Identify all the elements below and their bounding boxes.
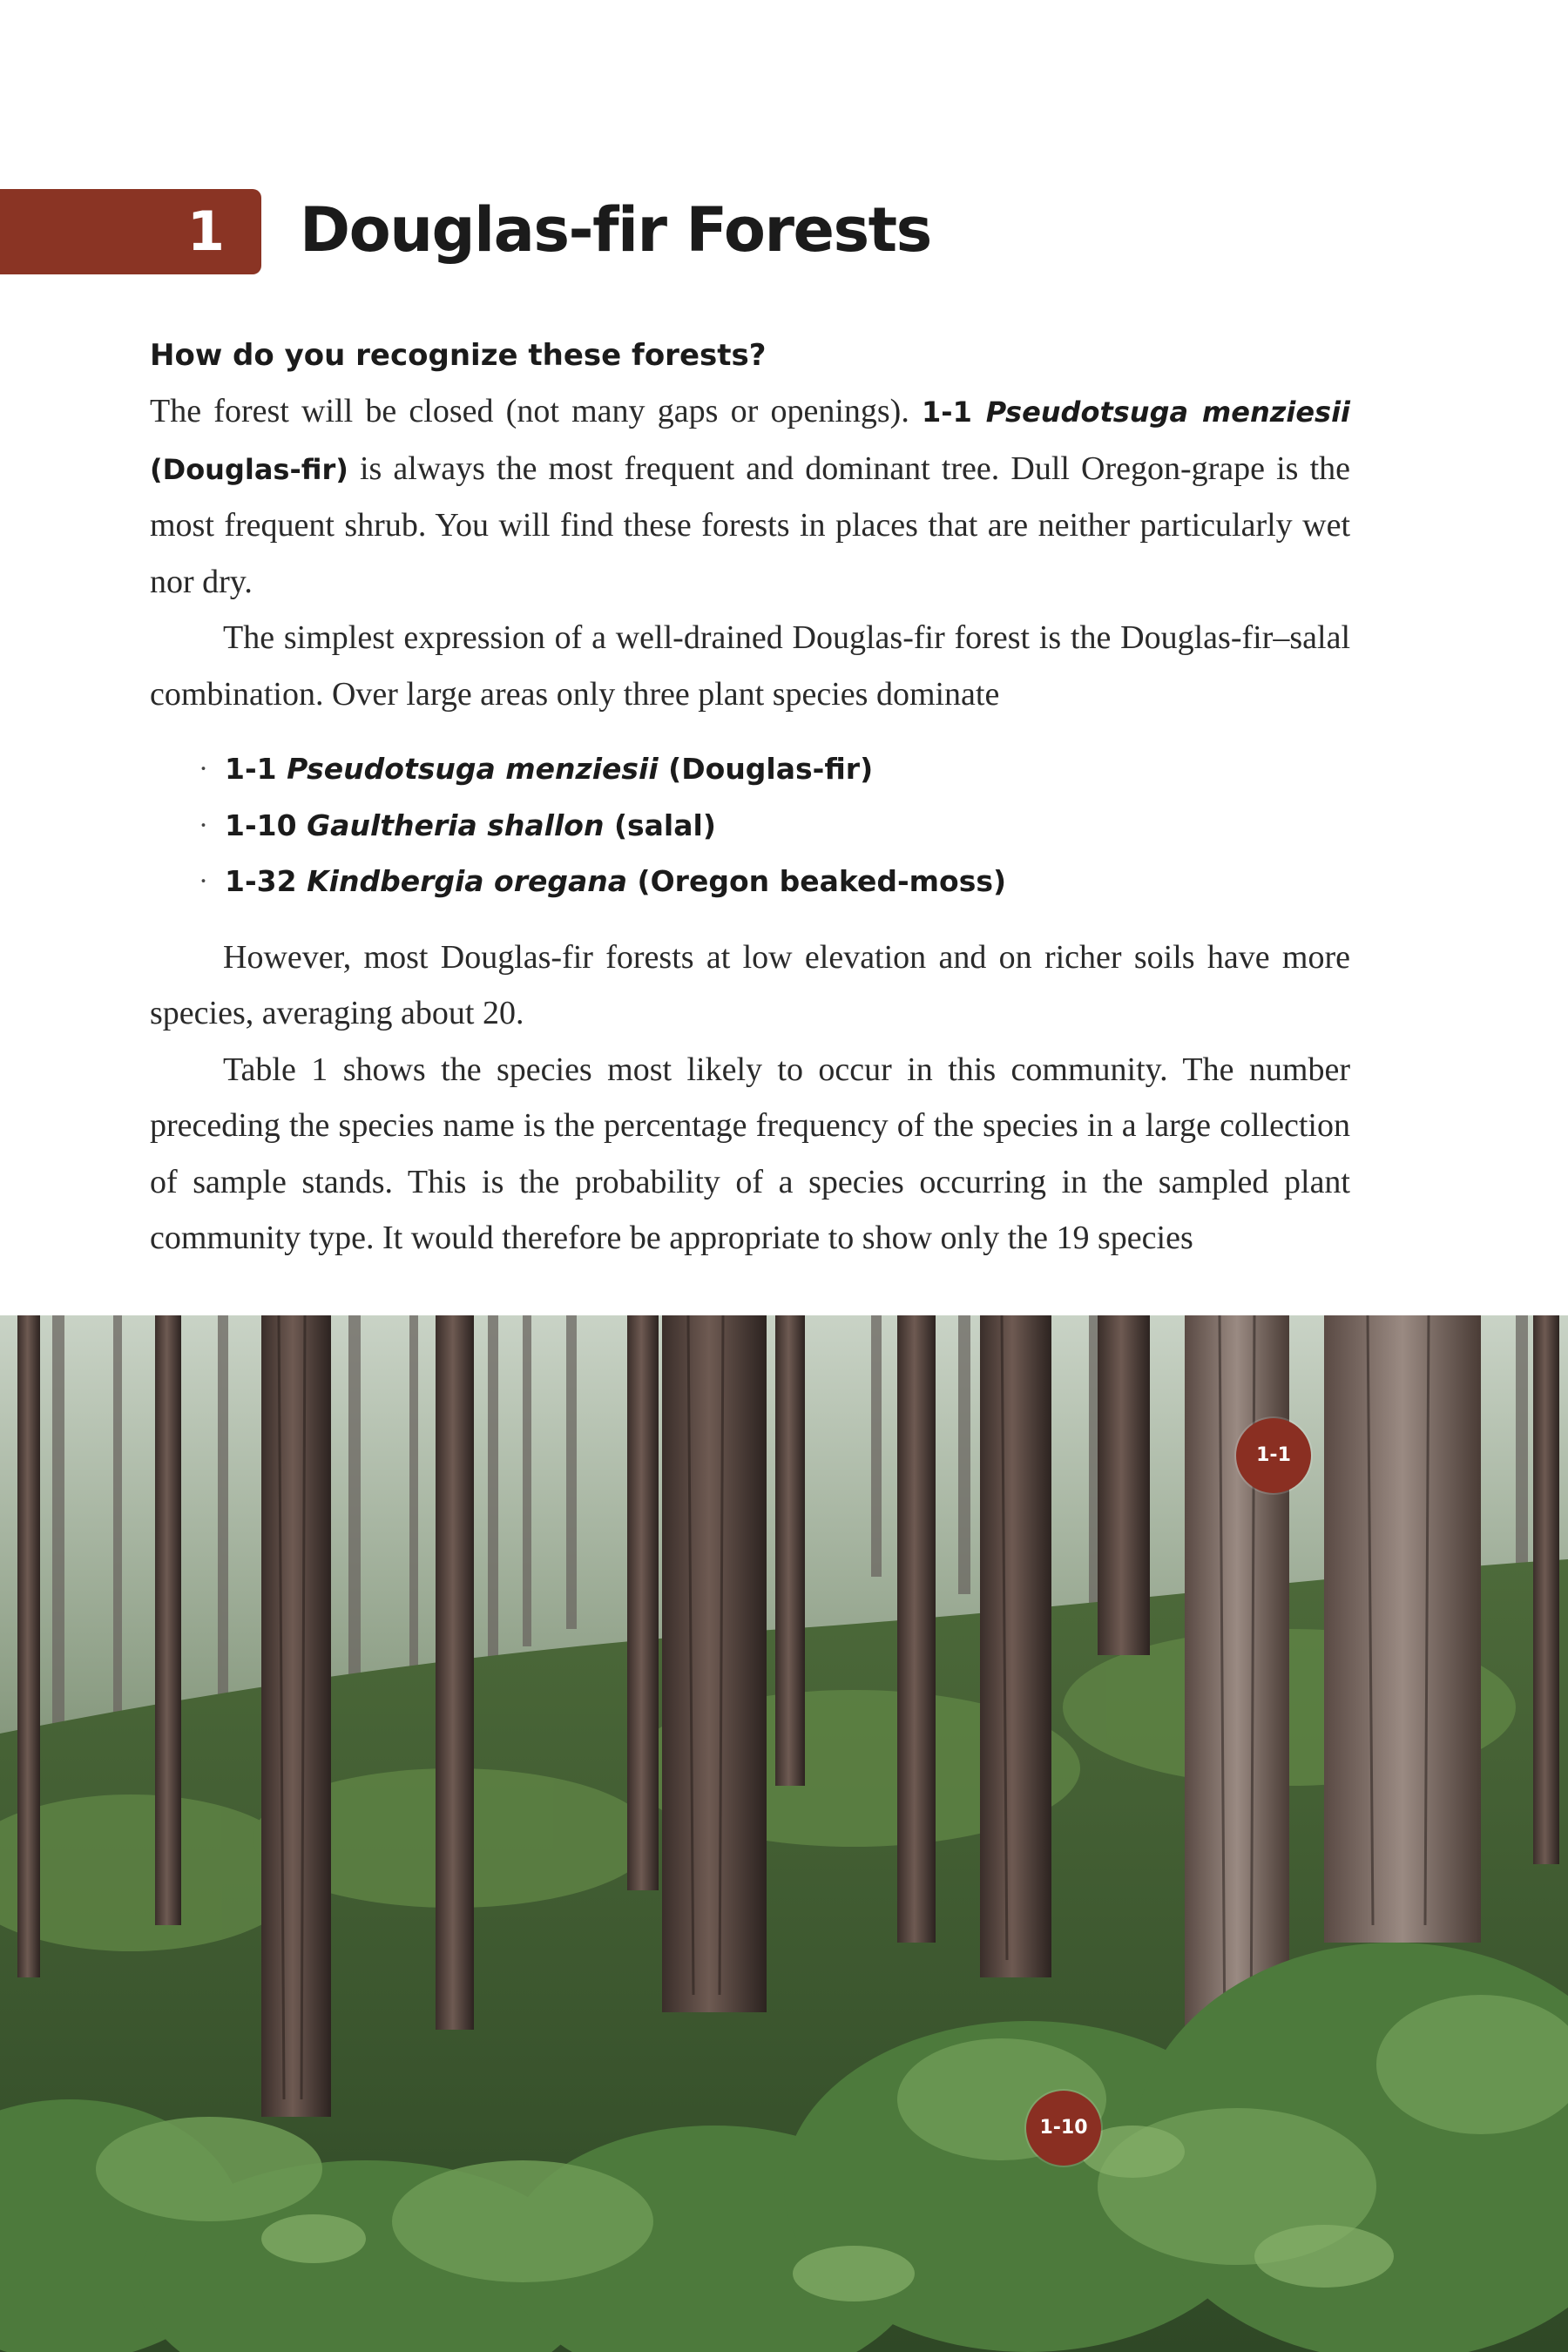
paragraph-3: However, most Douglas-fir forests at low elevation and on richer soils have more species, averaging about 20. [150, 938, 1350, 1031]
species-list-item [199, 798, 1350, 855]
chapter-title: Douglas-fir Forests [300, 194, 931, 266]
species-ref-latin: Pseudotsuga menziesii [985, 395, 1351, 429]
bullet-icon: · [199, 809, 208, 841]
species-list-item [199, 741, 1350, 798]
photo-callout-badge-1-10: 1-10 [1026, 2091, 1101, 2166]
species-latin: Pseudotsuga menziesii [287, 752, 659, 786]
species-list-item [199, 854, 1350, 910]
species-number: 1-10 [225, 808, 297, 842]
chapter-body [150, 328, 1350, 1267]
species-number: 1-1 [225, 752, 277, 786]
species-number: 1-32 [225, 864, 297, 898]
photo-callout-badge-1-1: 1-1 [1236, 1418, 1311, 1493]
paragraph-4: Table 1 shows the species most likely to occur in this community. The number preceding the species name is the percentage frequency of the species in a large collection of sample stands. This is the probability of a species occurring in the sampled plant community type. It would therefore be appropriate to show only the 19 species [150, 1051, 1350, 1256]
species-list [150, 741, 1350, 910]
paragraph-1-text-a: The forest will be closed (not many gaps or openings). [150, 393, 923, 429]
paragraph-1 [150, 383, 1350, 610]
species-common: (salal) [613, 808, 716, 842]
bullet-icon: · [199, 754, 208, 785]
forest-illustration [0, 1315, 1568, 2352]
species-ref-common: (Douglas-fir) [150, 452, 348, 486]
paragraph-2: The simplest expression of a well-drained Douglas-fir forest is the Douglas-fir–salal combination. Over large areas only three plant species dominate [150, 619, 1350, 713]
chapter-number-tab: 1 [0, 189, 261, 274]
species-latin: Gaultheria shallon [307, 808, 605, 842]
paragraph-1-text-b: is always the most frequent and dominant tree. Dull Oregon-grape is the most frequent shrub. You will find these forests in places that are neither particularly wet nor dry. [150, 449, 1350, 600]
forest-photo [0, 1315, 1568, 2352]
species-latin: Kindbergia oregana [307, 864, 628, 898]
species-common: (Oregon beaked-moss) [637, 864, 1007, 898]
species-common: (Douglas-fir) [668, 752, 874, 786]
species-ref-number: 1-1 [922, 395, 986, 429]
section-heading: How do you recognize these forests? [150, 338, 767, 373]
bullet-icon: · [199, 866, 208, 897]
